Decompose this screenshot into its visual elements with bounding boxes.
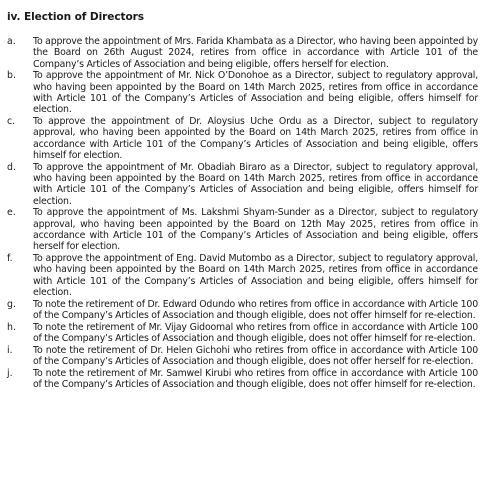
list-item bbox=[7, 207, 478, 252]
list-marker: i. bbox=[7, 345, 13, 357]
list-item-text: To note the retirement of Dr. Helen Gichohi who retires from office in accordance with Article 100 of the Company’s Articles of Association and though eligible, does not offer herself for re-election. bbox=[33, 345, 478, 368]
list-item-text: To approve the appointment of Mr. Nick O’Donohoe as a Director, subject to regulatory approval, who having been appointed by the Board on 14th March 2025, retires from office in accordance with Article 101 of the Company’s Articles of Association and being eligible, offers himself for election. bbox=[33, 70, 478, 116]
list-item bbox=[7, 253, 478, 298]
list-marker: g. bbox=[7, 298, 16, 310]
list-item bbox=[7, 368, 478, 391]
list-item bbox=[7, 322, 478, 345]
list-item bbox=[7, 36, 478, 70]
list-item-text: To note the retirement of Dr. Edward Odundo who retires from office in accordance with Article 100 of the Company’s Articles of Association and though eligible, does not offer himself for re-election. bbox=[33, 298, 478, 322]
list-marker: j. bbox=[7, 368, 13, 380]
list-item-text: To note the retirement of Mr. Vijay Gidoomal who retires from office in accordance with Article 100 of the Company’s Articles of Association and though eligible, does not offer himself for re-election. bbox=[33, 321, 478, 345]
list-marker: c. bbox=[7, 116, 16, 128]
list-item bbox=[7, 162, 478, 207]
list-item-text: To approve the appointment of Ms. Lakshmi Shyam-Sunder as a Director, subject to regulatory approval, who having been appointed by the Board on 12th May 2025, retires from office in accordance with Article 101 of the Company’s Articles of Association and being eligible, offers herself for election. bbox=[33, 207, 478, 253]
resolutions-list bbox=[7, 36, 478, 391]
list-marker: b. bbox=[7, 70, 16, 82]
list-marker: e. bbox=[7, 207, 16, 219]
list-marker: f. bbox=[7, 253, 13, 265]
list-item-text: To approve the appointment of Dr. Aloysius Uche Ordu as a Director, subject to regulatory approval, who having been appointed by the Board on 14th March 2025, retires from office in accordance with Article 101 of the Company’s Articles of Association and being eligible, offers himself for election. bbox=[33, 116, 478, 161]
list-item bbox=[7, 299, 478, 322]
list-item bbox=[7, 70, 478, 115]
list-marker: h. bbox=[7, 321, 16, 333]
section-heading: iv. Election of Directors bbox=[7, 11, 144, 23]
list-item-text: To approve the appointment of Mrs. Farida Khambata as a Director, who having been appointed by the Board on 26th August 2024, retires from office in accordance with Article 101 of the Company’s Articles of Association and being eligible, offers herself for election. bbox=[33, 36, 478, 70]
list-item-text: To approve the appointment of Eng. David Mutombo as a Director, subject to regulatory approval, who having been appointed by the Board on 14th March 2025, retires from office in accordance with Article 101 of the Company’s Articles of Association and being eligible, offers himself for election. bbox=[33, 253, 478, 299]
list-item-text: To approve the appointment of Mr. Obadiah Biraro as a Director, subject to regulatory approval, who having been appointed by the Board on 14th March 2025, retires from office in accordance with Article 101 of the Company’s Articles of Association and being eligible, offers himself for election. bbox=[33, 161, 478, 207]
list-marker: d. bbox=[7, 161, 16, 173]
list-item bbox=[7, 116, 478, 161]
list-item-text: To note the retirement of Mr. Samwel Kirubi who retires from office in accordance with Article 100 of the Company’s Articles of Association and though eligible, does not offer himself for re-election. bbox=[33, 368, 478, 391]
list-marker: a. bbox=[7, 36, 16, 47]
list-item bbox=[7, 345, 478, 368]
